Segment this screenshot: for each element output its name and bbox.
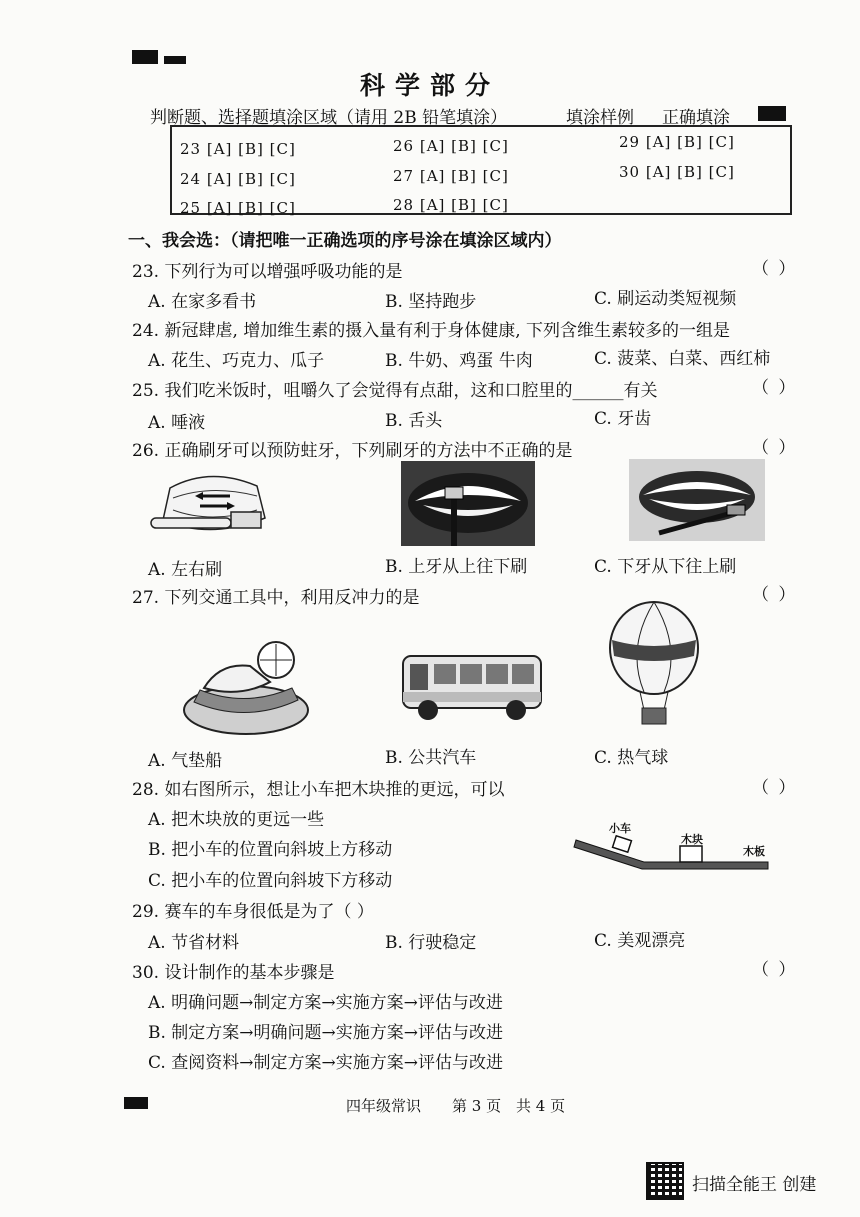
answer-paren: （ ） — [752, 960, 798, 980]
ramp-diagram — [572, 816, 772, 876]
question-29-stem: 29. 赛车的车身很低是为了（ ） — [132, 902, 374, 922]
answer-row[interactable]: 29 [A] [B] [C] — [619, 133, 735, 151]
hot-air-balloon-image — [606, 600, 702, 730]
answer-paren: （ ） — [752, 585, 798, 605]
bus-image — [400, 652, 545, 724]
brushing-left-right-image — [145, 468, 275, 546]
answer-paren: （ ） — [752, 778, 798, 798]
qr-code-icon — [646, 1162, 684, 1200]
hovercraft-image — [180, 640, 312, 740]
question-30-stem: 30. 设计制作的基本步骤是 — [132, 963, 335, 983]
option-b: B. 把小车的位置向斜坡上方移动 — [148, 840, 393, 860]
option-a: A. 气垫船 — [148, 751, 223, 771]
option-b: B. 坚持跑步 — [385, 292, 477, 312]
answer-paren: （ ） — [752, 378, 798, 398]
correct-fill-sample — [758, 106, 786, 121]
option-c: C. 牙齿 — [594, 409, 652, 429]
option-a: A. 节省材料 — [148, 933, 240, 953]
question-23-stem: 23. 下列行为可以增强呼吸功能的是 — [132, 262, 403, 282]
alignment-marker — [132, 50, 158, 64]
answer-row[interactable]: 26 [A] [B] [C] — [393, 137, 509, 155]
footer-page: 第 3 页 — [452, 1097, 502, 1115]
answer-row[interactable]: 28 [A] [B] [C] — [393, 196, 509, 214]
option-c: C. 查阅资料→制定方案→实施方案→评估与改进 — [148, 1053, 503, 1073]
answer-area-heading: 判断题、选择题填涂区域（请用 2B 铅笔填涂） — [150, 108, 508, 128]
answer-row[interactable]: 27 [A] [B] [C] — [393, 167, 509, 185]
option-b: B. 上牙从上往下刷 — [385, 557, 528, 577]
diagram-label-car: 小车 — [609, 822, 631, 835]
question-24-stem: 24. 新冠肆虐, 增加维生素的摄入量有利于身体健康, 下列含维生素较多的一组是 — [132, 321, 731, 341]
option-c: C. 美观漂亮 — [594, 931, 686, 951]
question-27-stem: 27. 下列交通工具中，利用反冲力的是 — [132, 588, 420, 608]
example-label: 填涂样例 — [566, 108, 634, 128]
option-b: B. 公共汽车 — [385, 748, 477, 768]
option-a: A. 左右刷 — [148, 560, 223, 580]
brushing-lower-teeth-image — [629, 459, 765, 541]
option-c: C. 菠菜、白菜、西红柿 — [594, 349, 771, 369]
diagram-label-board: 木板 — [743, 845, 765, 858]
option-c: C. 热气球 — [594, 748, 669, 768]
answer-row[interactable]: 25 [A] [B] [C] — [180, 199, 296, 217]
answer-row[interactable]: 23 [A] [B] [C] — [180, 140, 296, 158]
question-25-stem: 25. 我们吃米饭时，咀嚼久了会觉得有点甜，这和口腔里的______有关 — [132, 381, 658, 401]
option-a: A. 明确问题→制定方案→实施方案→评估与改进 — [148, 993, 503, 1013]
question-26-stem: 26. 正确刷牙可以预防蛀牙，下列刷牙的方法中不正确的是 — [132, 441, 573, 461]
option-a: A. 花生、巧克力、瓜子 — [148, 351, 325, 371]
option-c: C. 把小车的位置向斜坡下方移动 — [148, 871, 393, 891]
scanner-watermark: 扫描全能王 创建 — [692, 1175, 817, 1195]
correct-label: 正确填涂 — [662, 108, 730, 128]
answer-paren: （ ） — [752, 259, 798, 279]
question-28-stem: 28. 如右图所示，想让小车把木块推的更远，可以 — [132, 780, 505, 800]
footer-grade: 四年级常识 — [346, 1097, 422, 1115]
option-c: C. 下牙从下往上刷 — [594, 557, 737, 577]
option-b: B. 舌头 — [385, 411, 443, 431]
answer-paren: （ ） — [752, 438, 798, 458]
section-heading: 一、我会选：（请把唯一正确选项的序号涂在填涂区域内） — [128, 231, 562, 251]
option-a: A. 把木块放的更远一些 — [148, 810, 325, 830]
page-title: 科学部分 — [359, 71, 500, 100]
answer-row[interactable]: 30 [A] [B] [C] — [619, 163, 735, 181]
brushing-upper-teeth-image — [401, 461, 535, 546]
alignment-marker — [164, 56, 186, 64]
footer-total: 共 4 页 — [516, 1097, 566, 1115]
option-b: B. 牛奶、鸡蛋 牛肉 — [385, 351, 533, 371]
option-b: B. 行驶稳定 — [385, 933, 477, 953]
diagram-label-block: 木块 — [681, 833, 703, 846]
option-b: B. 制定方案→明确问题→实施方案→评估与改进 — [148, 1023, 504, 1043]
option-c: C. 刷运动类短视频 — [594, 289, 737, 309]
option-a: A. 在家多看书 — [148, 292, 257, 312]
alignment-marker — [124, 1097, 148, 1109]
answer-row[interactable]: 24 [A] [B] [C] — [180, 170, 296, 188]
option-a: A. 唾液 — [148, 413, 206, 433]
